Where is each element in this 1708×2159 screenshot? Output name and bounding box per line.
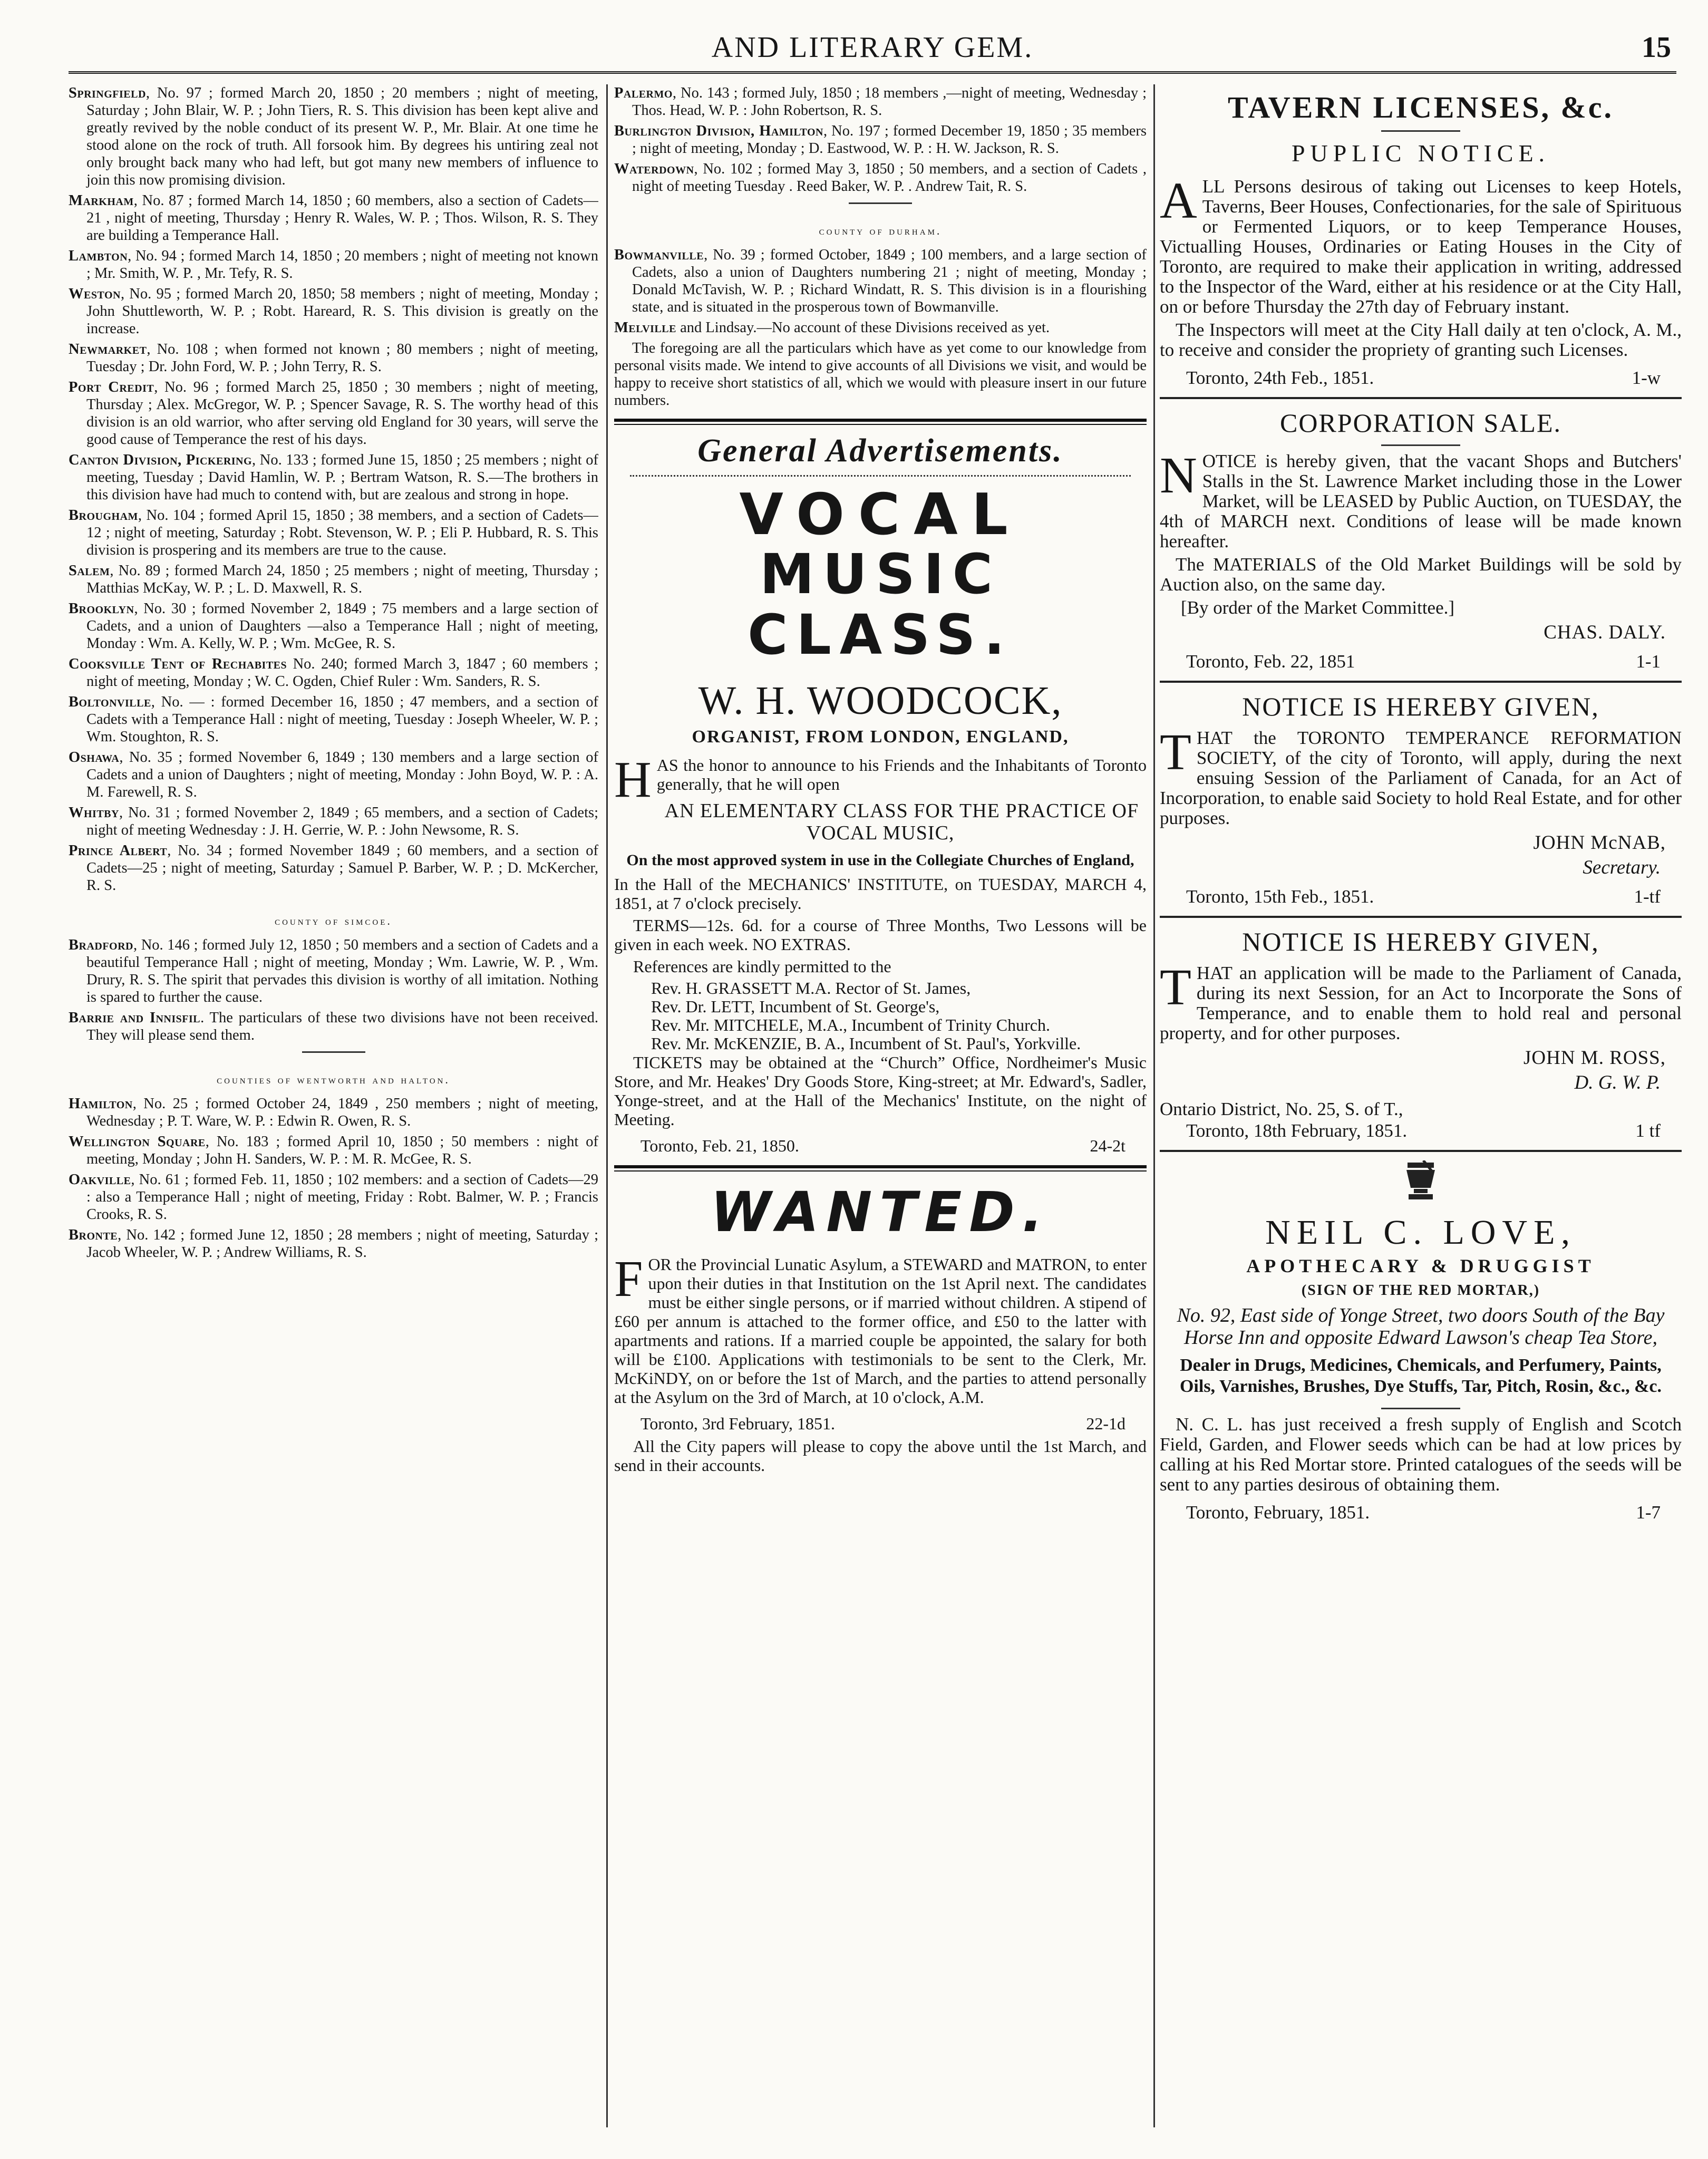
column-2 — [614, 84, 1147, 2138]
division-name: Waterdown — [614, 161, 694, 177]
division-entry — [69, 842, 598, 894]
ad-headline: WANTED. — [710, 1180, 1051, 1244]
division-name: Melville — [614, 320, 676, 336]
druggist-sign: (SIGN OF THE RED MORTAR,) — [1301, 1282, 1540, 1299]
reference-item: Rev. H. GRASSETT M.A. Rector of St. James, — [651, 979, 971, 998]
division-name: Wellington Square — [69, 1134, 206, 1150]
division-name: Brougham — [69, 507, 138, 524]
notice-ad — [1160, 926, 1682, 1141]
reference-item: Rev. Mr. McKENZIE, B. A., Incumbent of St. Paul's, Yorkville. — [651, 1034, 1081, 1053]
ad-headline: MUSIC CLASS. — [748, 542, 1013, 667]
division-details: . The particulars of these two divisions have not been received. They will please send them. — [86, 1010, 598, 1043]
division-entry — [69, 936, 598, 1006]
advertiser-title: ORGANIST, FROM LONDON, ENGLAND, — [692, 727, 1069, 747]
division-details: , No. 142 ; formed June 12, 1850 ; 28 members ; night of meeting, Saturday ; Jacob Wheeler, W. P. ; Andrew Williams, R. S. — [86, 1227, 598, 1261]
ad-body-text: HAT the TORONTO TEMPERANCE REFORMATION SOCIETY, of the city of Toronto, will apply, during the next ensuing Session of the Parliament of Canada, for an Act of Incorporation, to enable said Society to hold Real Estate, and for other purposes. — [1160, 728, 1682, 828]
division-name: Hamilton — [69, 1096, 133, 1112]
county-heading: county of durham. — [819, 224, 942, 237]
ad-date: Toronto, Feb. 21, 1850. — [640, 1136, 799, 1155]
ad-subtitle: PUPLIC NOTICE. — [1291, 140, 1550, 167]
division-details: , No. 61 ; formed Feb. 11, 1850 ; 102 members: and a section of Cadets—29 : also a Temperance Hall ; night of meeting, Friday : Robt. Balmer, W. P. ; Francis Crooks, R. S. — [86, 1172, 598, 1223]
drop-cap: F — [614, 1251, 643, 1308]
vocal-music-ad — [614, 482, 1147, 1156]
druggist-goods: Dealer in Drugs, Medicines, Chemicals, and Perfumery, Paints, Oils, Varnishes, Brushes, Dye Stuffs, Tar, Pitch, Rosin, &c., &c. — [1179, 1356, 1662, 1396]
division-details: , No. 31 ; formed November 2, 1849 ; 65 members, and a section of Cadets; night of meeting Wednesday : J. H. Gerrie, W. P. : John Newsome, R. S. — [86, 805, 598, 838]
division-name: Barrie and Innisfil — [69, 1010, 201, 1026]
copy-note: All the City papers will please to copy the above until the 1st March, and send in their accounts. — [614, 1437, 1147, 1475]
ad-title: NOTICE IS HEREBY GIVEN, — [1242, 927, 1599, 956]
ad-date: Toronto, Feb. 22, 1851 — [1186, 651, 1355, 672]
divider — [849, 202, 912, 204]
division-details: , No. 95 ; formed March 20, 1850; 58 members ; night of meeting, Monday ; John Shuttleworth, W. P. ; Robt. Hareard, R. S. This division is greatly on the increase. — [86, 286, 598, 337]
division-entry — [69, 1009, 598, 1044]
ad-dateline — [1186, 1502, 1682, 1523]
ad-date: Toronto, 18th February, 1851. — [1186, 1120, 1408, 1141]
division-list — [69, 84, 598, 894]
ad-code: 24-2t — [1090, 1136, 1125, 1155]
division-details: , No. 104 ; formed April 15, 1850 ; 38 members, and a section of Cadets—12 ; night of meeting, Saturday ; Robt. Stevenson, W. P. ; Eli P. Hubbard, R. S. This division is prospering and its members are true to the cause. — [86, 507, 598, 558]
ad-headline: VOCAL — [739, 482, 1022, 548]
ad-dateline — [640, 1136, 1147, 1156]
division-details: , No. 35 ; formed November 6, 1849 ; 130 members and a large section of Cadets and a union of Daughters ; night of meeting, Monday : John Boyd, W. P. : A. M. Farewell, R. S. — [86, 749, 598, 800]
division-details: , No. 183 ; formed April 10, 1850 ; 50 members : night of meeting, Monday ; John H. Sanders, W. P. : M. R. McGee, R. S. — [86, 1134, 598, 1167]
division-details: and Lindsay.—No account of these Divisions received as yet. — [676, 320, 1050, 336]
drop-cap: T — [1160, 959, 1191, 1016]
ad-order: [By order of the Market Committee.] — [1181, 597, 1455, 618]
column-3 — [1160, 84, 1682, 2138]
division-entry — [69, 84, 598, 189]
section-title: General Advertisements. — [697, 433, 1063, 469]
header-rule — [69, 71, 1676, 77]
division-details: , No. 94 ; formed March 14, 1850 ; 20 members ; night of meeting not known ; Mr. Smith, W. P. , Mr. Tefy, R. S. — [86, 248, 598, 282]
reference-item: Rev. Dr. LETT, Incumbent of St. George's, — [651, 997, 940, 1016]
ad-body — [1160, 959, 1682, 1043]
druggist-name: NEIL C. LOVE, — [1265, 1213, 1576, 1252]
division-name: Bronte — [69, 1227, 118, 1243]
divider — [1160, 1150, 1682, 1152]
ad-body-text: LL Persons desirous of taking out Licenses to keep Hotels, Taverns, Beer Houses, Confectionaries, for the sale of Spirituous or Fermented Liquors, or to keep Temperance Houses, Victualling Houses, Ordinaries or Eating Houses in the City of Toronto, are required to make their application in writing, addressed to the Inspector of the Ward, either at his residence or at the City Hall, on or before Thursday the 27th day of February instant. — [1160, 176, 1682, 317]
ad-code: 1-7 — [1636, 1502, 1661, 1523]
reference-item: Rev. Mr. MITCHELE, M.A., Incumbent of Trinity Church. — [651, 1015, 1050, 1034]
ad-body: The MATERIALS of the Old Market Buildings will be sold by Auction also, on the same day. — [1160, 554, 1682, 595]
drop-cap: T — [1160, 724, 1191, 781]
division-name: Oshawa — [69, 749, 120, 766]
ad-code: 1 tf — [1635, 1120, 1661, 1141]
division-name: Bowmanville — [614, 247, 704, 263]
division-entry — [69, 562, 598, 597]
division-entry — [69, 600, 598, 652]
division-details: , No. 34 ; formed November 1849 ; 60 members, and a section of Cadets—25 ; night of meeting, Saturday ; Samuel P. Barber, W. P. ; D. McKercher, R. S. — [86, 843, 598, 894]
notice-ad — [1160, 691, 1682, 907]
druggist-body: N. C. L. has just received a fresh supply of English and Scotch Field, Garden, and Flower seeds which can be had at low prices by calling at his Red Mortar store. Printed catalogues of the seeds will be sent to any parties desirous of obtaining them. — [1160, 1414, 1682, 1495]
ad-body — [1160, 172, 1682, 317]
ad-dateline — [1186, 1120, 1682, 1141]
class-title: AN ELEMENTARY CLASS FOR THE PRACTICE OF VOCAL MUSIC, — [664, 800, 1139, 844]
division-name: Bradford — [69, 937, 133, 953]
county-heading: county of simcoe. — [275, 914, 392, 927]
division-entry — [614, 246, 1147, 316]
ad-body-text: HAT an application will be made to the Parliament of Canada, during its next Session, for an Act to Incorporate the Sons of Temperance, and to enable them to hold real and personal property, and for other purposes. — [1160, 963, 1682, 1043]
division-entry — [69, 379, 598, 448]
division-name: Newmarket — [69, 341, 147, 357]
division-details: , No. 96 ; formed March 25, 1850 ; 30 members ; night of meeting, Thursday ; Alex. McGregor, W. P. ; Spencer Savage, R. S. The worthy head of this division is an old warrior, who after serving old England for 30 years, will serve the good cause of Temperance the rest of his days. — [86, 379, 598, 448]
ad-signer-title: D. G. W. P. — [1574, 1072, 1661, 1093]
division-entry — [69, 1133, 598, 1168]
ad-title: CORPORATION SALE. — [1279, 408, 1562, 438]
dotted-rule — [630, 475, 1131, 477]
division-entry — [614, 122, 1147, 157]
column-1 — [69, 84, 598, 2138]
division-details: , No. 39 ; formed October, 1849 ; 100 members, and a large section of Cadets, also a union of Daughters numbering 21 ; night of meeting, Monday ; Donald McTavish, W. P. ; Richard Windatt, R. S. This division is in a flourishing state, and is situated in the prosperous town of Bowmanville. — [632, 247, 1147, 315]
division-details: , No. 133 ; formed June 15, 1850 ; 25 members ; night of meeting, Tuesday ; David Hamlin, W. P. ; Bertram Watson, R. S.—The brothers in this division have had much to contend with, but are zealous and strong in hope. — [86, 452, 598, 503]
druggist-trade: APOTHECARY & DRUGGIST — [1246, 1255, 1595, 1276]
division-details: , No. 197 ; formed December 19, 1850 ; 35 members ; night of meeting, Monday ; D. Eastwood, W. P. : H. W. Jackson, R. S. — [632, 123, 1147, 157]
ad-dateline — [1186, 367, 1682, 389]
druggist-ad — [1160, 1160, 1682, 1523]
division-entry — [69, 804, 598, 839]
division-details: , No. 102 ; formed May 3, 1850 ; 50 members, and a section of Cadets , night of meeting Tuesday . Reed Baker, W. P. . Andrew Tait, R. S. — [632, 161, 1147, 195]
division-entry — [69, 1095, 598, 1130]
division-details: , No. 25 ; formed October 24, 1849 , 250 members ; night of meeting, Wednesday ; P. T. Ware, W. P. : Edwin R. Owen, R. S. — [86, 1096, 598, 1129]
column-divider — [606, 84, 608, 2127]
division-entry — [69, 507, 598, 559]
ad-date: Toronto, 15th Feb., 1851. — [1186, 886, 1374, 907]
ad-date: Toronto, 3rd February, 1851. — [640, 1414, 835, 1433]
divider — [302, 1051, 365, 1053]
division-list — [614, 246, 1147, 336]
class-venue: In the Hall of the MECHANICS' INSTITUTE, on TUESDAY, MARCH 4, 1851, at 7 o'clock precisely. — [614, 875, 1147, 913]
division-details: , No. 108 ; when formed not known ; 80 members ; night of meeting, Tuesday ; Dr. John Ford, W. P. ; John Terry, R. S. — [86, 341, 598, 375]
divider — [1160, 916, 1682, 918]
division-entry — [69, 749, 598, 801]
ad-intro — [614, 751, 1147, 808]
division-name: Whitby — [69, 805, 119, 821]
ad-signer: JOHN McNAB, — [1533, 832, 1666, 854]
ad-signer-title: Secretary. — [1583, 857, 1661, 878]
division-entry — [69, 247, 598, 282]
division-entry — [614, 160, 1147, 195]
ad-date: Toronto, February, 1851. — [1186, 1502, 1370, 1523]
division-details: , No. 146 ; formed July 12, 1850 ; 50 members and a section of Cadets and a beautiful Temperance Hall ; night of meeting, Monday ; Wm. Lawrie, W. P. , Wm. Drury, R. S. The spirit that pervades this division is worthy of all imitation. Nothing is spared to further the cause. — [86, 937, 598, 1005]
ad-code: 22-1d — [1086, 1414, 1125, 1433]
division-details: , No. 97 ; formed March 20, 1850 ; 20 members ; night of meeting, Saturday ; John Blair, W. P. ; John Tiers, R. S. This division has been kept alive and greatly revived by the noble conduct of its present W. P., Mr. Blair. At one time he stood alone on the rock of truth. All forsook him. By degrees his untiring zeal not only brought back many who had left, but got many new members of influence to join this now promising division. — [86, 85, 598, 188]
division-name: Boltonville — [69, 694, 151, 710]
division-entry — [614, 319, 1147, 336]
division-list — [69, 936, 598, 1044]
drop-cap: H — [614, 751, 652, 808]
ad-body — [1160, 724, 1682, 828]
wanted-body — [614, 1251, 1147, 1407]
section-rule — [614, 419, 1147, 425]
divider — [1381, 130, 1460, 132]
ad-code: 1-w — [1632, 367, 1661, 388]
ad-body-text: OTICE is hereby given, that the vacant Shops and Butchers' Stalls in the St. Lawrence Market including those in the Lower Market, will be LEASED by Public Auction, on TUESDAY, the 4th of MARCH next. Conditions of lease will be made known hereafter. — [1160, 451, 1682, 551]
division-name: Prince Albert — [69, 843, 168, 859]
divider — [1381, 1408, 1460, 1409]
ad-body: The Inspectors will meet at the City Hall daily at ten o'clock, A. M., to receive and consider the propriety of granting such Licenses. — [1160, 320, 1682, 360]
division-name: Salem — [69, 563, 110, 579]
ad-code: 1-1 — [1636, 651, 1661, 672]
divider — [1160, 397, 1682, 399]
divider — [1160, 681, 1682, 683]
ad-title: TAVERN LICENSES, &c. — [1227, 90, 1614, 124]
ad-dateline — [640, 1414, 1147, 1434]
division-details: , No. 89 ; formed March 24, 1850 ; 25 members ; night of meeting, Thursday ; Matthias McKay, W. P. ; L. D. Maxwell, R. S. — [86, 563, 598, 596]
division-list — [69, 1095, 598, 1261]
ad-dateline — [1186, 886, 1682, 907]
corporation-sale-ad — [1160, 408, 1682, 672]
division-details: , No. — : formed December 16, 1850 ; 47 members, and a section of Cadets with a Temperance Hall : night of meeting, Tuesday : Joseph Wheeler, W. P. ; Wm. Stoughton, R. S. — [86, 694, 598, 745]
division-name: Springfield — [69, 85, 146, 101]
division-details: , No. 87 ; formed March 14, 1850 ; 60 members, also a section of Cadets—21 , night of meeting, Thursday ; Henry R. Wales, W. P. ; Thos. Wilson, R. S. They are building a Temperance Hall. — [86, 192, 598, 244]
class-terms: TERMS—12s. 6d. for a course of Three Months, Two Lessons will be given in each week. NO EXTRAS. — [614, 916, 1147, 954]
ad-date: Toronto, 24th Feb., 1851. — [1186, 367, 1374, 388]
division-name: Cooksville Tent of Rechabites — [69, 656, 287, 672]
division-name: Lambton — [69, 248, 128, 264]
ad-district: Ontario District, No. 25, S. of T., — [1160, 1099, 1403, 1119]
division-entry — [69, 693, 598, 746]
division-name: Burlington Division, Hamilton — [614, 123, 823, 139]
division-details: No. 240; formed March 3, 1847 ; 60 members ; night of meeting, Monday ; W. C. Ogden, Chief Ruler : Wm. Sanders, R. S. — [86, 656, 598, 690]
running-title: AND LITERARY GEM. — [711, 31, 1034, 64]
ad-signer: JOHN M. ROSS, — [1523, 1047, 1666, 1069]
division-entry — [614, 84, 1147, 119]
column-divider — [1153, 84, 1155, 2127]
division-entry — [69, 655, 598, 690]
wanted-body-text: OR the Provincial Lunatic Asylum, a STEWARD and MATRON, to enter upon their duties in that Institution on the 1st April next. The candidates must be either single persons, or if married without children. A stipend of £60 per annum is attached to the former office, and £50 to the latter with apartments and rations. If a married couple be appointed, the salary for both will be £100. Applications with testimonials to be sent to the Clerk, Mr. McKiNDY, on or before the 1st of March, and the parties to attend personally at the Asylum on the 3rd of March, at 10 o'clock, A.M. — [614, 1255, 1147, 1407]
division-name: Palermo — [614, 85, 673, 101]
ad-body — [1160, 447, 1682, 551]
division-entry — [69, 451, 598, 504]
division-name: Canton Division, Pickering — [69, 452, 253, 468]
division-name: Port Credit — [69, 379, 154, 395]
running-head — [69, 26, 1676, 69]
drop-cap: A — [1160, 172, 1197, 229]
reference-list — [614, 979, 1147, 1053]
ad-code: 1-tf — [1634, 886, 1661, 907]
page-number: 15 — [1642, 31, 1671, 64]
ad-dateline — [1186, 651, 1682, 672]
division-entry — [69, 1171, 598, 1223]
divider — [1381, 444, 1460, 446]
division-details: , No. 30 ; formed November 2, 1849 ; 75 members and a large section of Cadets, and a union of Daughters —also a Temperance Hall ; night of meeting, Monday : Wm. A. Kelly, W. P. ; Wm. McGee, R. S. — [86, 601, 598, 652]
division-name: Markham — [69, 192, 134, 209]
division-entry — [69, 285, 598, 337]
references-intro: References are kindly permitted to the — [633, 957, 891, 976]
division-list — [614, 84, 1147, 195]
mortar-icon — [1160, 1160, 1682, 1213]
ad-signer: CHAS. DALY. — [1544, 622, 1666, 643]
advertiser-name: W. H. WOODCOCK, — [698, 679, 1063, 723]
division-details: , No. 143 ; formed July, 1850 ; 18 members ,—night of meeting, Wednesday ; Thos. Head, W. P. : John Robertson, R. S. — [632, 85, 1147, 119]
section-rule — [614, 1165, 1147, 1172]
wanted-ad — [614, 1180, 1147, 1475]
division-name: Weston — [69, 286, 121, 302]
county-heading: counties of wentworth and halton. — [217, 1073, 450, 1086]
drop-cap: N — [1160, 447, 1197, 504]
tickets-info: TICKETS may be obtained at the “Church” Office, Nordheimer's Music Store, and Mr. Heakes' Dry Goods Store, King-street; at Mr. Edward's, Sadler, Yonge-street, and at the Hall of the Mechanics' Institute, on the night of Meeting. — [614, 1053, 1147, 1129]
division-entry — [69, 341, 598, 375]
druggist-address: No. 92, East side of Yonge Street, two doors South of the Bay Horse Inn and opposite Edward Lawson's cheap Tea Store, — [1177, 1304, 1665, 1349]
division-entry — [69, 1226, 598, 1261]
ad-title: NOTICE IS HEREBY GIVEN, — [1242, 692, 1599, 721]
closing-note: The foregoing are all the particulars which have as yet come to our knowledge from personal visits made. We intend to give accounts of all Divisions we visit, and would be happy to receive short statistics of all, which we would with pleasure insert in our future numbers. — [614, 340, 1147, 409]
division-entry — [69, 192, 598, 244]
class-system: On the most approved system in use in the Collegiate Churches of England, — [626, 851, 1134, 869]
division-name: Oakville — [69, 1172, 131, 1188]
ad-intro-text: AS the honor to announce to his Friends and the Inhabitants of Toronto generally, that he will open — [656, 756, 1147, 793]
division-name: Brooklyn — [69, 601, 134, 617]
tavern-licenses-ad — [1160, 90, 1682, 389]
